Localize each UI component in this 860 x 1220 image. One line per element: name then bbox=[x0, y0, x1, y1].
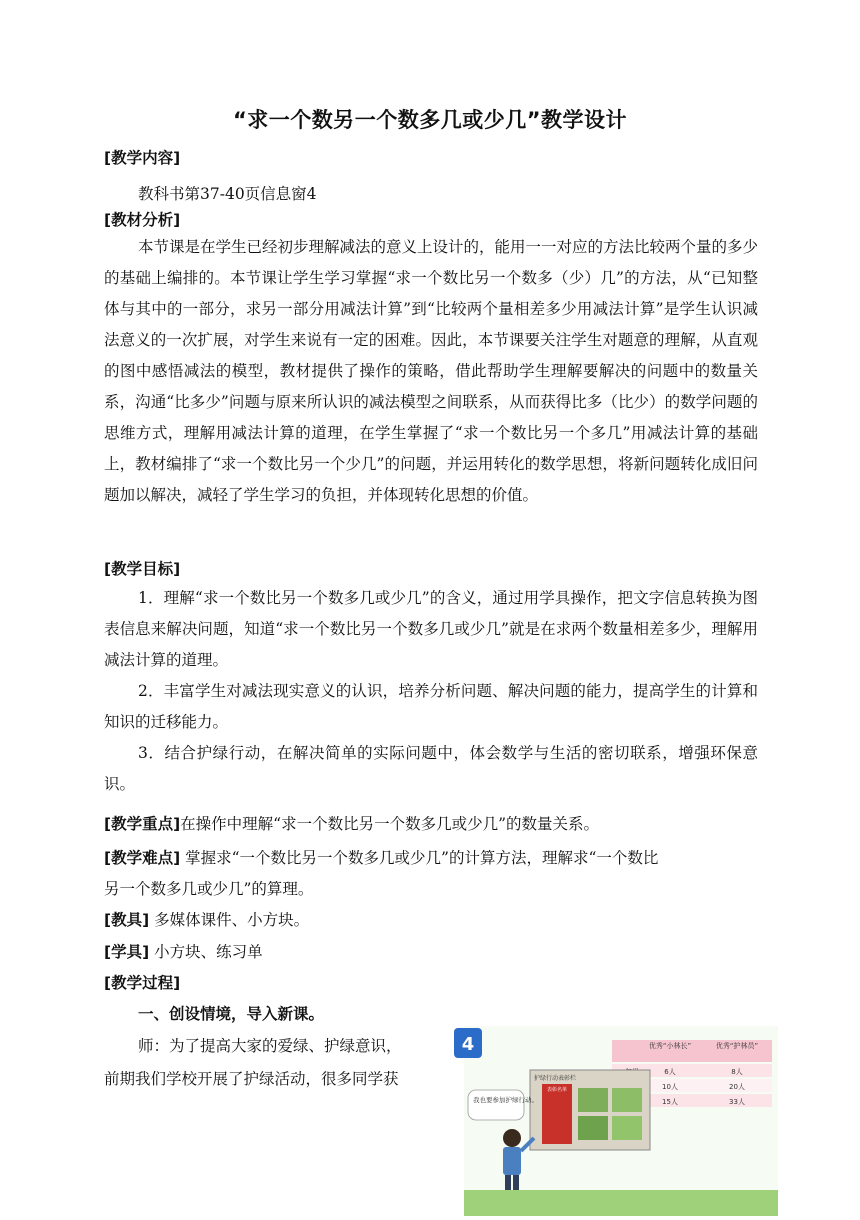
tools-line bbox=[104, 908, 309, 930]
goal-2: 2．丰富学生对减法现实意义的认识，培养分析问题、解决问题的能力，提高学生的计算和知识的迁移能力。 bbox=[104, 682, 758, 731]
board-photo-2 bbox=[612, 1088, 642, 1112]
section-heading-content: [教学内容] bbox=[104, 149, 181, 167]
difficulty-text: 掌握求“一个数比另一个数多几或少几”的计算方法，理解求“一个数比 bbox=[180, 849, 659, 867]
grass bbox=[464, 1190, 778, 1216]
page-title: “求一个数另一个数多几或少几”教学设计 bbox=[232, 108, 628, 132]
difficulty-line bbox=[104, 846, 658, 868]
board-photo-4 bbox=[612, 1116, 642, 1140]
row-2-b: 20人 bbox=[729, 1083, 745, 1091]
goal-1: 1．理解“求一个数比另一个数多几或少几”的含义，通过用学具操作，把文字信息转换为图表信息来解决问题，知道“求一个数比另一个数多几或少几”就是在求两个数量相差多少，理解用减法计算的道理。 bbox=[104, 589, 758, 669]
board-title: 护绿行动表彰栏 bbox=[534, 1075, 577, 1082]
table-header-a: 优秀“小林长” bbox=[648, 1042, 692, 1050]
speech-text: 我也要参加护绿行动。 bbox=[473, 1096, 538, 1104]
section-heading-key: [教学重点] bbox=[104, 815, 181, 833]
textbook-illustration bbox=[452, 1026, 778, 1216]
speech-bubble bbox=[468, 1090, 524, 1120]
row-1-b: 8人 bbox=[731, 1068, 743, 1076]
row-2-a: 10人 bbox=[662, 1083, 678, 1091]
key-point-text: 在操作中理解“求一个数比另一个数多几或少几”的数量关系。 bbox=[180, 815, 600, 833]
honor-list bbox=[542, 1084, 572, 1144]
section-heading-process: [教学过程] bbox=[104, 974, 181, 992]
table-header-b: 优秀“护林员” bbox=[715, 1042, 759, 1050]
row-1-a: 6人 bbox=[664, 1068, 676, 1076]
honor-list-title: 表彰名单 bbox=[546, 1087, 568, 1093]
board-photo-1 bbox=[578, 1088, 608, 1112]
difficulty-text-cont: 另一个数多几或少几”的算理。 bbox=[104, 880, 314, 898]
section-heading-tools: [教具] bbox=[104, 911, 150, 929]
badge-number: 4 bbox=[461, 1034, 475, 1055]
analysis-paragraph: 本节课是在学生已经初步理解减法的意义上设计的，能用一一对应的方法比较两个量的多少的基础上编排的。本节课让学生学习掌握“求一个数比另一个数多（少）几”的方法，从“已知整体与其中的一部分，求另一部分用减法计算”到“比较两个量相差多少用减法计算”是学生认识减法意义的一次扩展，对学生来说有一定的困难。因此，本节课要关注学生对题意的理解，从直观的图中感悟减法的模型，教材提供了操作的策略，借此帮助学生理解要解决的问题中的数量关系，沟通“比多少”问题与原来所认识的减法模型之间联系，从而获得比多（比少）的数学问题的思维方式，理解用减法计算的道理，在学生掌握了“求一个数比另一个多几”用减法计算的基础上，教材编排了“求一个数比另一个少几”的问题，并运用转化的数学思想，将新问题转化成旧问题加以解决，减轻了学生学习的负担，并体现转化思想的价值。 bbox=[104, 238, 759, 504]
illustration-svg bbox=[452, 1026, 778, 1216]
goal-3: 3．结合护绿行动，在解决简单的实际问题中，体会数学与生活的密切联系，增强环保意识。 bbox=[104, 744, 758, 793]
student-tools-text: 小方块、练习单 bbox=[149, 943, 263, 961]
teacher-line-2: 前期我们学校开展了护绿活动，很多同学获 bbox=[104, 1070, 399, 1088]
tools-text: 多媒体课件、小方块。 bbox=[149, 911, 310, 929]
child-head bbox=[503, 1129, 521, 1147]
row-3-a: 15人 bbox=[662, 1098, 678, 1106]
section-heading-difficulty: [教学难点] bbox=[104, 849, 181, 867]
step-1-heading: 一、创设情境，导入新课。 bbox=[138, 1005, 325, 1023]
key-point-line bbox=[104, 812, 599, 834]
section-heading-analysis: [教材分析] bbox=[104, 211, 181, 229]
teacher-line-1: 师：为了提高大家的爱绿、护绿意识， bbox=[138, 1037, 402, 1055]
section-heading-student-tools: [学具] bbox=[104, 943, 150, 961]
section-heading-goals: [教学目标] bbox=[104, 560, 181, 578]
row-3-b: 33人 bbox=[729, 1098, 745, 1106]
student-tools-line bbox=[104, 940, 263, 962]
child-body bbox=[503, 1147, 521, 1175]
content-text: 教科书第37-40页信息窗4 bbox=[138, 185, 317, 203]
board-photo-3 bbox=[578, 1116, 608, 1140]
